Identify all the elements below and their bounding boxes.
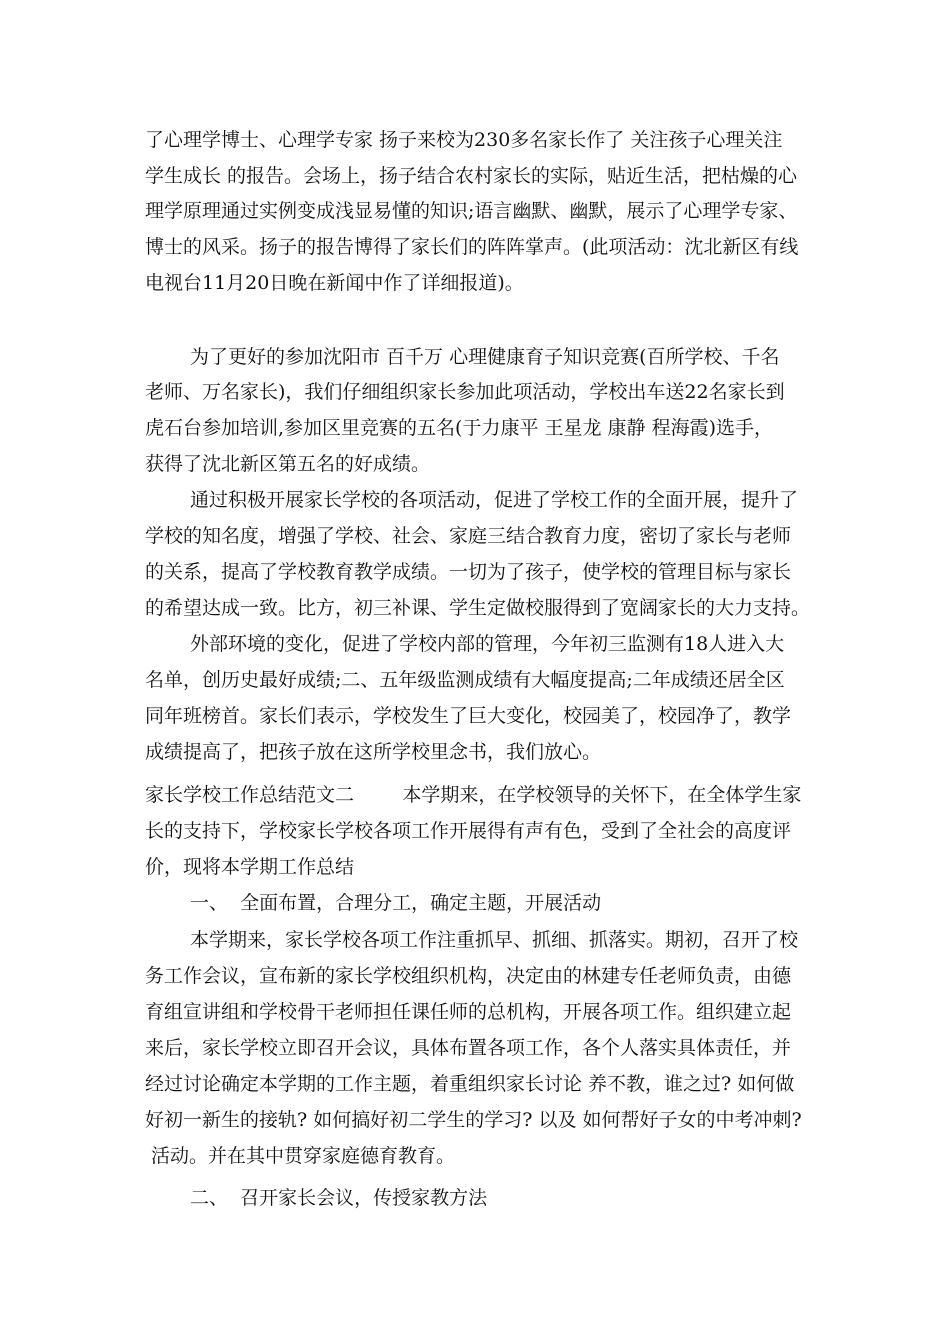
text-line: 了心理学博士、心理学专家 扬子来校为230多名家长作了 关注孩子心理关注 — [145, 129, 783, 151]
text-line: 长的支持下，学校家长学校各项工作开展得有声有色，受到了全社会的高度评 — [145, 820, 792, 842]
subheading-line: 一、 全面布置，合理分工，确定主题，开展活动 — [190, 892, 602, 914]
text-line: 育组宣讲组和学校骨干老师担任课任师的总机构，开展各项工作。组织建立起 — [145, 1001, 792, 1023]
text-line: 好初一新生的接轨? 如何搞好初二学生的学习? 以及 如何帮好子女的中考冲刺? — [145, 1109, 802, 1131]
text-line: 同年班榜首。家长们表示，学校发生了巨大变化，校园美了，校园净了，教学 — [145, 705, 792, 727]
text-line: 务工作会议，宣布新的家长学校组织机构，决定由的林建专任老师负责，由德 — [145, 965, 792, 987]
text-line: 经过讨论确定本学期的工作主题，着重组织家长讨论 养不教，谁之过? 如何做 — [145, 1073, 795, 1095]
text-line: 本学期来，家长学校各项工作注重抓早、抓细、抓落实。期初，召开了校 — [190, 929, 799, 951]
text-line: 的希望达成一致。比方，初三补课、学生定做校服得到了宽阔家长的大力支持。 — [145, 597, 811, 619]
text-line: 成绩提高了，把孩子放在这所学校里念书，我们放心。 — [145, 741, 602, 763]
text-line: 虎石台参加培训,参加区里竞赛的五名(于力康平 王星龙 康静 程海霞)选手， — [145, 417, 773, 439]
text-line: 为了更好的参加沈阳市 百千万 心理健康育子知识竞赛(百所学校、千名 — [190, 346, 780, 368]
text-line: 来后，家长学校立即召开会议，具体布置各项工作，各个人落实具体责任，并 — [145, 1037, 792, 1059]
text-line: 的关系，提高了学校教育教学成绩。一切为了孩子，使学校的管理目标与家长 — [145, 561, 792, 583]
text-line: 活动。并在其中贯穿家庭德育教育。 — [145, 1145, 456, 1167]
section-heading-line: 家长学校工作总结范文二 本学期来，在学校领导的关怀下，在全体学生家 — [145, 784, 802, 806]
text-line: 名单，创历史最好成绩;二、五年级监测成绩有大幅度提高;二年成绩还居全区 — [145, 669, 785, 691]
text-line: 外部环境的变化，促进了学校内部的管理，今年初三监测有18人进入大 — [190, 633, 785, 655]
text-line: 学生成长 的报告。会场上，扬子结合农村家长的实际，贴近生活，把枯燥的心 — [145, 165, 798, 187]
subheading-line: 二、 召开家长会议，传授家教方法 — [190, 1187, 488, 1209]
text-line: 博士的风采。扬子的报告博得了家长们的阵阵掌声。(此项活动：沈北新区有线 — [145, 236, 799, 258]
text-line: 价，现将本学期工作总结 — [145, 856, 355, 878]
text-line: 学校的知名度，增强了学校、社会、家庭三结合教育力度，密切了家长与老师 — [145, 525, 792, 547]
text-line: 通过积极开展家长学校的各项活动，促进了学校工作的全面开展，提升了 — [190, 489, 799, 511]
text-line: 电视台11月20日晚在新闻中作了详细报道)。 — [145, 272, 524, 294]
text-line: 老师、万名家长)，我们仔细组织家长参加此项活动，学校出车送22名家长到 — [145, 381, 785, 403]
text-line: 获得了沈北新区第五名的好成绩。 — [145, 453, 431, 475]
text-line: 理学原理通过实例变成浅显易懂的知识;语言幽默、幽默，展示了心理学专家、 — [145, 200, 798, 222]
